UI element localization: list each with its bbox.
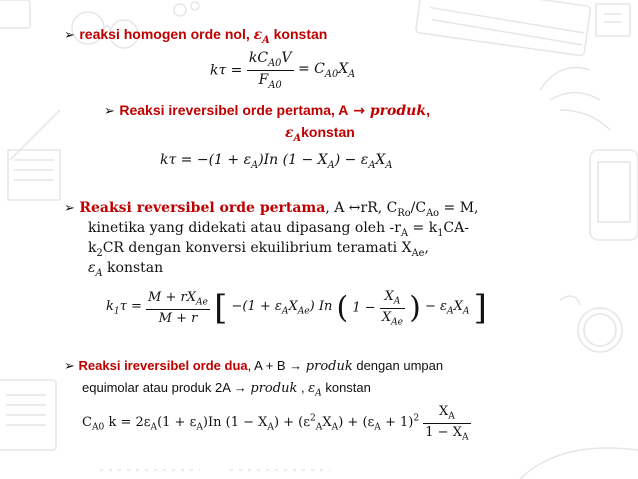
eq1-lhs: kτ = — [210, 62, 243, 79]
section4-line1: ➢ Reaksi ireversibel orde dua, A + B → produk dengan umpan — [64, 358, 444, 374]
section2-arrow: → — [348, 103, 370, 119]
section1-equation — [210, 50, 355, 91]
section3-equation: $k_1\tau$ = $\frac{M + rX_{Ae}}{M + r}$ [ $-(1 + \varepsilon_AX_{Ae})$ In ( 1 − $\frac{X_A}{X_{Ae}}$ ) − $\varepsilon_AX_A$ ] — [106, 288, 487, 328]
bullet-arrow-icon: ➢ — [64, 201, 75, 216]
section3-line2: kinetika yang didekati atau dipasang oleh $-r_A = k_1CA-$ — [88, 220, 469, 239]
section2-text: Reaksi ireversibel orde pertama, A — [119, 102, 349, 118]
section1-heading — [64, 26, 327, 46]
section3-line1: ➢ Reaksi reversibel orde pertama, A ↔rR, $C_{Ro}/C_{Ao} = M$, — [64, 200, 479, 219]
section4-equation: $C_{A0}$ $k = 2\varepsilon_A(1 + \varepsilon_A)In$ $(1 - X_A) + (\varepsilon^2_AX_A) + (\varepsilon_A + 1)^2$ $\frac{X_A}{1 - X_A}$ — [82, 404, 469, 443]
bullet-arrow-icon: ➢ — [64, 358, 75, 373]
eq1-fraction: $\frac{kC_{A0}V}{F_{A0}}$ — [248, 50, 292, 91]
section2-heading — [104, 102, 430, 119]
section3-red-text: Reaksi reversibel orde pertama — [79, 200, 326, 216]
section3-line4: $\varepsilon_A$ konstan — [88, 260, 164, 279]
section2-comma: , — [426, 102, 430, 118]
section2-eps: $\varepsilon_A$ — [285, 125, 302, 144]
section2-konstan: konstan — [301, 124, 355, 140]
bullet-arrow-icon: ➢ — [64, 28, 75, 43]
section3-line3: $k_2CR$ dengan konversi ekuilibrium teramati $X_{Ae}$, — [88, 240, 429, 259]
section2-konstan-line — [285, 124, 355, 144]
eq3-fraction1: $\frac{M + rX_{Ae}}{M + r}$ — [148, 290, 208, 326]
section2-produk: produk — [369, 103, 427, 119]
eq4-fraction: $\frac{X_A}{1 - X_A}$ — [425, 404, 469, 443]
section1-eps: $\varepsilon_A$ — [253, 27, 270, 46]
eq1-rhs: = $C_{A0}X_A$ — [297, 60, 356, 80]
section2-equation: $k\tau = -(1 + \varepsilon_A)In$ $(1 - X_A) - \varepsilon_AX_A$ — [160, 152, 393, 171]
eq3-fraction2: $\frac{X_A}{X_{Ae}}$ — [381, 288, 404, 328]
section1-tail: konstan — [269, 26, 328, 42]
section1-text: reaksi homogen orde nol, — [79, 26, 254, 42]
section4-red-text: Reaksi ireversibel orde dua — [78, 358, 248, 373]
bullet-arrow-icon: ➢ — [104, 104, 115, 119]
section4-line2: equimolar atau produk 2A → produk , $\varepsilon_A$ konstan — [82, 380, 371, 399]
